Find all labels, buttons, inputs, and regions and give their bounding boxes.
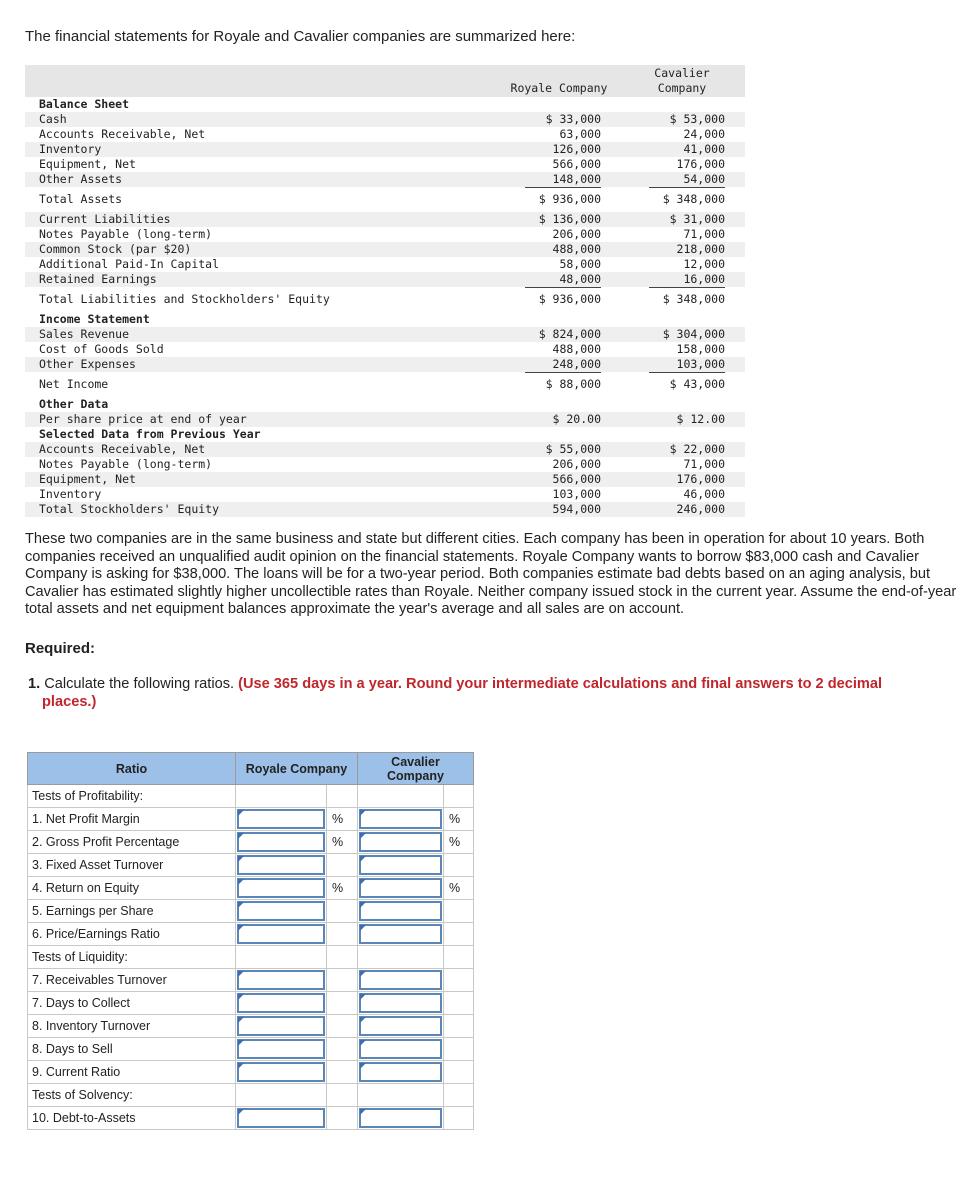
cavalier-answer-cell	[358, 785, 444, 808]
statement-row	[25, 442, 745, 457]
section-heading: Balance Sheet	[39, 97, 130, 111]
royale-value	[525, 212, 601, 227]
ratio-row	[28, 785, 474, 808]
ratio-table-body	[28, 785, 474, 1130]
cavalier-value	[649, 377, 725, 392]
cavalier-answer-cell	[358, 1107, 444, 1130]
royale-value	[525, 342, 601, 357]
cavalier-value	[649, 487, 725, 502]
royale-answer-cell	[236, 1015, 327, 1038]
royale-amount: 206,000	[552, 457, 601, 471]
statement-row	[25, 377, 745, 392]
ratio-label: 2. Gross Profit Percentage	[28, 831, 236, 854]
royale-value	[525, 377, 601, 392]
cavalier-value	[649, 357, 725, 373]
statement-row	[25, 292, 745, 307]
royale-value	[525, 157, 601, 172]
financial-statements	[25, 65, 745, 517]
royale-value	[525, 457, 601, 472]
royale-value	[525, 127, 601, 142]
cavalier-answer-cell	[358, 1015, 444, 1038]
ratio-section-label: Tests of Liquidity:	[28, 946, 236, 969]
ratio-label: 9. Current Ratio	[28, 1061, 236, 1084]
line-item-label: Total Assets	[39, 192, 123, 206]
royale-amount: 488,000	[552, 342, 601, 356]
cavalier-value	[649, 342, 725, 357]
cavalier-amount: 246,000	[676, 502, 725, 516]
statement-row	[25, 112, 745, 127]
cavalier-amount: $ 43,000	[669, 377, 725, 391]
ratio-label: 5. Earnings per Share	[28, 900, 236, 923]
royale-answer-input[interactable]	[237, 924, 325, 944]
statement-row	[25, 192, 745, 207]
ratio-row	[28, 900, 474, 923]
royale-answer-cell	[236, 1038, 327, 1061]
royale-answer-input[interactable]	[237, 901, 325, 921]
cavalier-value	[649, 227, 725, 242]
cavalier-value	[649, 172, 725, 188]
cavalier-amount: 54,000	[649, 172, 725, 188]
required-heading: Required:	[25, 640, 96, 657]
question-text: Calculate the following ratios.	[40, 676, 239, 692]
cavalier-unit-cell	[444, 923, 474, 946]
line-item-label: Other Expenses	[39, 357, 136, 371]
royale-answer-cell	[236, 1061, 327, 1084]
royale-amount: 566,000	[552, 472, 601, 486]
cavalier-header-line2: Company	[657, 81, 707, 95]
cavalier-unit-cell	[444, 900, 474, 923]
royale-amount: 206,000	[552, 227, 601, 241]
cavalier-value	[649, 142, 725, 157]
royale-answer-input[interactable]	[237, 878, 325, 898]
cavalier-value	[649, 242, 725, 257]
cavalier-value	[649, 442, 725, 457]
line-item-label: Inventory	[39, 487, 102, 501]
cavalier-value	[649, 157, 725, 172]
statement-row	[25, 142, 745, 157]
cavalier-amount: 176,000	[676, 157, 725, 171]
statement-row	[25, 242, 745, 257]
ratio-label: 8. Inventory Turnover	[28, 1015, 236, 1038]
cavalier-answer-cell	[358, 900, 444, 923]
cavalier-answer-input[interactable]	[359, 1039, 442, 1059]
royale-amount: 566,000	[552, 157, 601, 171]
cavalier-answer-input[interactable]	[359, 1062, 442, 1082]
cavalier-answer-cell	[358, 923, 444, 946]
royale-column-header: Royale Company	[510, 81, 608, 95]
royale-answer-input[interactable]	[237, 855, 325, 875]
royale-amount: 248,000	[525, 357, 601, 373]
cavalier-header-line1: Cavalier	[654, 66, 710, 80]
cavalier-value	[649, 192, 725, 207]
ratio-row	[28, 946, 474, 969]
royale-value	[525, 272, 601, 288]
royale-amount: 103,000	[552, 487, 601, 501]
cavalier-column-header	[637, 66, 727, 96]
royale-amount: $ 55,000	[545, 442, 601, 456]
royale-value	[525, 257, 601, 272]
royale-value	[525, 242, 601, 257]
statement-row	[25, 357, 745, 372]
cavalier-amount: $ 304,000	[662, 327, 725, 341]
cavalier-answer-input[interactable]	[359, 1016, 442, 1036]
ratio-label: 7. Receivables Turnover	[28, 969, 236, 992]
ratio-section-label: Tests of Solvency:	[28, 1084, 236, 1107]
cavalier-unit-cell	[444, 1015, 474, 1038]
royale-answer-input[interactable]	[237, 832, 325, 852]
statement-row	[25, 172, 745, 187]
cavalier-value	[649, 272, 725, 288]
royale-amount: 594,000	[552, 502, 601, 516]
statement-row	[25, 472, 745, 487]
royale-unit-cell	[327, 1038, 358, 1061]
royale-unit-cell	[327, 946, 358, 969]
line-item-label: Sales Revenue	[39, 327, 130, 341]
royale-value	[525, 142, 601, 157]
line-item-label: Current Liabilities	[39, 212, 171, 226]
royale-unit-cell	[327, 1061, 358, 1084]
cavalier-value	[649, 327, 725, 342]
ratio-row	[28, 831, 474, 854]
royale-value	[525, 327, 601, 342]
ratio-row	[28, 1061, 474, 1084]
cavalier-amount: 24,000	[683, 127, 725, 141]
ratio-row	[28, 923, 474, 946]
cavalier-answer-cell	[358, 992, 444, 1015]
royale-value	[525, 442, 601, 457]
intro-text: The financial statements for Royale and Cavalier companies are summarized here:	[25, 28, 576, 45]
cavalier-header-line2: Company	[387, 768, 444, 783]
statement-row	[25, 487, 745, 502]
statement-row	[25, 342, 745, 357]
cavalier-answer-cell	[358, 969, 444, 992]
question-number: 1.	[28, 676, 41, 692]
royale-unit-cell	[327, 900, 358, 923]
ratio-label: 7. Days to Collect	[28, 992, 236, 1015]
cavalier-answer-cell	[358, 946, 444, 969]
royale-answer-cell	[236, 992, 327, 1015]
ratio-table	[27, 752, 474, 1130]
royale-answer-cell	[236, 946, 327, 969]
line-item-label: Notes Payable (long-term)	[39, 227, 213, 241]
royale-answer-input[interactable]	[237, 1062, 325, 1082]
line-item-label: Accounts Receivable, Net	[39, 127, 206, 141]
line-item-label: Common Stock (par $20)	[39, 242, 192, 256]
cavalier-header-line1: Cavalier	[391, 754, 440, 769]
royale-value	[525, 487, 601, 502]
ratio-row	[28, 969, 474, 992]
cavalier-amount: 41,000	[683, 142, 725, 156]
cavalier-value	[649, 292, 725, 307]
statement-row	[25, 97, 745, 112]
section-heading: Selected Data from Previous Year	[39, 427, 261, 441]
royale-value	[525, 502, 601, 517]
cavalier-amount: 12,000	[683, 257, 725, 271]
ratio-section-label: Tests of Profitability:	[28, 785, 236, 808]
cavalier-amount: 46,000	[683, 487, 725, 501]
cavalier-amount: 16,000	[649, 272, 725, 288]
cavalier-unit-cell	[444, 785, 474, 808]
cavalier-answer-cell	[358, 1038, 444, 1061]
line-item-label: Accounts Receivable, Net	[39, 442, 206, 456]
royale-answer-input[interactable]	[237, 1016, 325, 1036]
cavalier-value	[649, 212, 725, 227]
question-1	[28, 675, 948, 711]
statement-row	[25, 212, 745, 227]
line-item-label: Equipment, Net	[39, 157, 136, 171]
line-item-label: Cost of Goods Sold	[39, 342, 164, 356]
ratio-label: 10. Debt-to-Assets	[28, 1107, 236, 1130]
royale-answer-cell	[236, 785, 327, 808]
ratio-row	[28, 1015, 474, 1038]
royale-amount: $ 936,000	[538, 192, 601, 206]
cavalier-answer-input[interactable]	[359, 924, 442, 944]
cavalier-amount: 103,000	[649, 357, 725, 373]
cavalier-unit-cell	[444, 1038, 474, 1061]
royale-value	[525, 112, 601, 127]
cavalier-unit-cell	[444, 1061, 474, 1084]
cavalier-amount: $ 22,000	[669, 442, 725, 456]
cavalier-amount: 158,000	[676, 342, 725, 356]
scenario-paragraph: These two companies are in the same business and state but different cities. Each company has been in operation for about 10 years. Both companies received an unqualified audit opinion on the financial statements. Royale Company wants to borrow $83,000 cash and Cavalier Company is asking for $38,000. The loans will be for a two-year period. Both companies estimate bad debts based on an aging analysis, but Cavalier has estimated slightly higher uncollectible rates than Royale. Neither company issued stock in the current year. Assume the end-of-year total assets and net equipment balances approximate the year's average and all sales are on account.	[25, 531, 957, 617]
royale-header: Royale Company	[236, 753, 358, 785]
statements-rows	[25, 97, 745, 517]
cavalier-unit-cell	[444, 1084, 474, 1107]
cavalier-answer-input[interactable]	[359, 993, 442, 1013]
cavalier-amount: $ 12.00	[676, 412, 725, 426]
royale-amount: $ 88,000	[545, 377, 601, 391]
royale-value	[525, 172, 601, 188]
cavalier-answer-cell	[358, 1061, 444, 1084]
royale-unit-cell	[327, 854, 358, 877]
line-item-label: Total Stockholders' Equity	[39, 502, 220, 516]
cavalier-answer-input[interactable]	[359, 855, 442, 875]
cavalier-answer-input[interactable]	[359, 878, 442, 898]
statement-row	[25, 502, 745, 517]
cavalier-answer-input[interactable]	[359, 970, 442, 990]
cavalier-value	[649, 112, 725, 127]
statement-row	[25, 157, 745, 172]
royale-unit-cell	[327, 1015, 358, 1038]
royale-unit-cell	[327, 923, 358, 946]
cavalier-answer-input[interactable]	[359, 832, 442, 852]
royale-amount: 126,000	[552, 142, 601, 156]
royale-unit-cell	[327, 785, 358, 808]
statements-header	[25, 65, 745, 97]
line-item-label: Inventory	[39, 142, 102, 156]
line-item-label: Equipment, Net	[39, 472, 136, 486]
royale-answer-input[interactable]	[237, 1039, 325, 1059]
royale-amount: $ 20.00	[552, 412, 601, 426]
line-item-label: Total Liabilities and Stockholders' Equity	[39, 292, 330, 306]
cavalier-value	[649, 457, 725, 472]
line-item-label: Additional Paid-In Capital	[39, 257, 220, 271]
cavalier-unit-cell: %	[444, 808, 474, 831]
cavalier-amount: 218,000	[676, 242, 725, 256]
royale-amount: 488,000	[552, 242, 601, 256]
royale-amount: $ 936,000	[538, 292, 601, 306]
line-item-label: Notes Payable (long-term)	[39, 457, 213, 471]
royale-amount: 148,000	[525, 172, 601, 188]
statement-row	[25, 427, 745, 442]
ratio-row	[28, 808, 474, 831]
cavalier-amount: $ 53,000	[669, 112, 725, 126]
statement-row	[25, 397, 745, 412]
royale-unit-cell: %	[327, 808, 358, 831]
cavalier-value	[649, 257, 725, 272]
cavalier-unit-cell	[444, 854, 474, 877]
royale-unit-cell	[327, 992, 358, 1015]
statement-row	[25, 127, 745, 142]
ratio-row	[28, 1107, 474, 1130]
line-item-label: Cash	[39, 112, 67, 126]
question-instruction-cont: places.)	[42, 694, 97, 710]
ratio-label: 4. Return on Equity	[28, 877, 236, 900]
royale-value	[525, 412, 601, 427]
cavalier-amount: $ 31,000	[669, 212, 725, 226]
royale-answer-cell	[236, 831, 327, 854]
royale-value	[525, 227, 601, 242]
ratio-row	[28, 1038, 474, 1061]
statement-row	[25, 227, 745, 242]
royale-unit-cell: %	[327, 877, 358, 900]
royale-amount: $ 33,000	[545, 112, 601, 126]
cavalier-answer-input[interactable]	[359, 901, 442, 921]
royale-amount: $ 824,000	[538, 327, 601, 341]
royale-unit-cell	[327, 969, 358, 992]
cavalier-answer-input[interactable]	[359, 809, 442, 829]
cavalier-answer-cell	[358, 1084, 444, 1107]
cavalier-amount: 71,000	[683, 227, 725, 241]
statement-row	[25, 412, 745, 427]
royale-amount: 58,000	[559, 257, 601, 271]
royale-answer-cell	[236, 1084, 327, 1107]
ratio-row	[28, 854, 474, 877]
royale-value	[525, 192, 601, 207]
royale-answer-input[interactable]	[237, 1108, 325, 1128]
ratio-label: 1. Net Profit Margin	[28, 808, 236, 831]
royale-answer-input[interactable]	[237, 809, 325, 829]
statement-row	[25, 327, 745, 342]
royale-answer-cell	[236, 808, 327, 831]
cavalier-value	[649, 502, 725, 517]
cavalier-answer-cell	[358, 831, 444, 854]
cavalier-unit-cell: %	[444, 831, 474, 854]
cavalier-amount: 71,000	[683, 457, 725, 471]
ratio-row	[28, 992, 474, 1015]
royale-unit-cell	[327, 1084, 358, 1107]
ratio-header: Ratio	[28, 753, 236, 785]
question-instruction: (Use 365 days in a year. Round your intermediate calculations and final answers to 2 decimal	[238, 676, 883, 692]
line-item-label: Net Income	[39, 377, 109, 391]
cavalier-answer-input[interactable]	[359, 1108, 442, 1128]
section-heading: Other Data	[39, 397, 109, 411]
royale-unit-cell: %	[327, 831, 358, 854]
cavalier-header	[358, 753, 474, 785]
royale-value	[525, 472, 601, 487]
statement-row	[25, 457, 745, 472]
cavalier-unit-cell	[444, 992, 474, 1015]
cavalier-unit-cell	[444, 969, 474, 992]
ratio-row	[28, 877, 474, 900]
statement-row	[25, 257, 745, 272]
ratio-row	[28, 1084, 474, 1107]
royale-answer-cell	[236, 1107, 327, 1130]
statement-row	[25, 272, 745, 287]
line-item-label: Retained Earnings	[39, 272, 157, 286]
cavalier-value	[649, 127, 725, 142]
line-item-label: Per share price at end of year	[39, 412, 247, 426]
cavalier-answer-cell	[358, 877, 444, 900]
royale-amount: 48,000	[525, 272, 601, 288]
cavalier-unit-cell	[444, 946, 474, 969]
cavalier-value	[649, 412, 725, 427]
royale-amount: 63,000	[559, 127, 601, 141]
line-item-label: Other Assets	[39, 172, 123, 186]
cavalier-unit-cell: %	[444, 877, 474, 900]
royale-answer-cell	[236, 877, 327, 900]
cavalier-value	[649, 472, 725, 487]
statement-row	[25, 312, 745, 327]
royale-unit-cell	[327, 1107, 358, 1130]
royale-answer-input[interactable]	[237, 993, 325, 1013]
cavalier-answer-cell	[358, 808, 444, 831]
cavalier-amount: $ 348,000	[662, 292, 725, 306]
royale-answer-input[interactable]	[237, 970, 325, 990]
royale-answer-cell	[236, 969, 327, 992]
royale-amount: $ 136,000	[538, 212, 601, 226]
royale-answer-cell	[236, 854, 327, 877]
cavalier-amount: $ 348,000	[662, 192, 725, 206]
section-heading: Income Statement	[39, 312, 150, 326]
royale-answer-cell	[236, 900, 327, 923]
ratio-label: 8. Days to Sell	[28, 1038, 236, 1061]
royale-answer-cell	[236, 923, 327, 946]
cavalier-unit-cell	[444, 1107, 474, 1130]
cavalier-answer-cell	[358, 854, 444, 877]
ratio-label: 6. Price/Earnings Ratio	[28, 923, 236, 946]
royale-value	[525, 292, 601, 307]
cavalier-amount: 176,000	[676, 472, 725, 486]
ratio-label: 3. Fixed Asset Turnover	[28, 854, 236, 877]
royale-value	[525, 357, 601, 373]
